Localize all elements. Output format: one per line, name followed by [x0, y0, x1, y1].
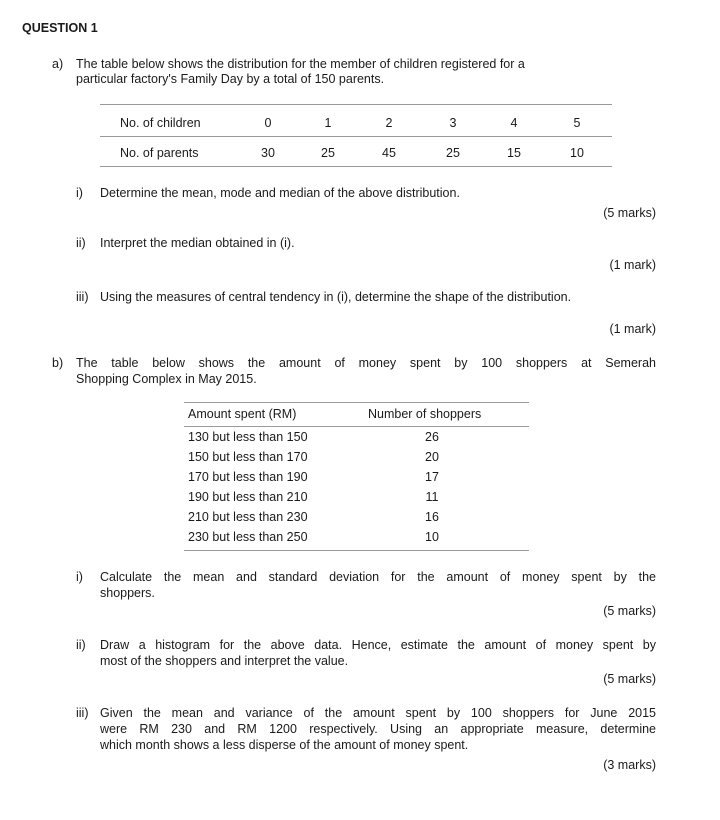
part-b-iii-marks: (3 marks)	[603, 758, 656, 772]
part-a-i-text: Determine the mean, mode and median of the above distribution.	[100, 186, 460, 200]
part-b-label: b)	[52, 356, 64, 370]
table-cell: 2	[385, 116, 393, 130]
table-rule-top	[184, 402, 529, 403]
table-cell: 10	[425, 530, 439, 544]
table-cell: 170 but less than 190	[188, 470, 308, 484]
table-cell: 26	[425, 430, 439, 444]
part-b-ii-label: ii)	[76, 638, 86, 652]
part-a-iii-text: Using the measures of central tendency in (i), determine the shape of the distribution.	[100, 290, 572, 304]
part-b-iii-label: iii)	[76, 706, 89, 720]
part-b-iii-line1: Given the mean and variance of the amount spent by 100 shoppers for June 2015	[100, 706, 656, 720]
table-rule-top	[100, 104, 612, 105]
part-a-iii-label: iii)	[76, 290, 89, 304]
table-cell: 4	[510, 116, 518, 130]
part-a-ii-marks: (1 mark)	[609, 258, 656, 272]
table-cell: 130 but less than 150	[188, 430, 308, 444]
table-row-header-parents: No. of parents	[120, 146, 199, 160]
part-b-iii-line3: which month shows a less disperse of the amount of money spent.	[100, 738, 469, 752]
table-cell: 210 but less than 230	[188, 510, 308, 524]
table-cell: 17	[425, 470, 439, 484]
table-rule-bottom	[184, 550, 529, 551]
table-cell: 1	[324, 116, 332, 130]
part-b-iii-line2: were RM 230 and RM 1200 respectively. Using an appropriate measure, determine	[100, 722, 656, 736]
part-a-label: a)	[52, 57, 64, 71]
table-cell: 45	[382, 146, 396, 160]
table-cell: 5	[573, 116, 581, 130]
table-row	[184, 430, 529, 450]
table-rule-header	[184, 426, 529, 427]
table-header-row	[184, 407, 529, 427]
part-b-i-line1: Calculate the mean and standard deviation for the amount of money spent by the	[100, 570, 656, 584]
table-cell: 30	[261, 146, 275, 160]
table-cell: 16	[425, 510, 439, 524]
part-a-ii-text: Interpret the median obtained in (i).	[100, 236, 295, 250]
part-a-iii-marks: (1 mark)	[609, 322, 656, 336]
part-b-i-label: i)	[76, 570, 83, 584]
table-cell: 20	[425, 450, 439, 464]
table-row	[184, 450, 529, 470]
table-row	[184, 530, 529, 550]
table-row-header-children: No. of children	[120, 116, 201, 130]
table-cell: 0	[264, 116, 272, 130]
column-header-shoppers: Number of shoppers	[368, 407, 482, 421]
table-cell: 190 but less than 210	[188, 490, 308, 504]
table-cell: 230 but less than 250	[188, 530, 308, 544]
table-cell: 150 but less than 170	[188, 450, 308, 464]
part-a-intro-line1: The table below shows the distribution for the member of children registered for a	[76, 57, 525, 71]
part-b-i-line2: shoppers.	[100, 586, 155, 600]
table-row	[184, 490, 529, 510]
table-cell: 25	[446, 146, 460, 160]
table-row	[184, 510, 529, 530]
part-b-intro-line1: The table below shows the amount of money spent by 100 shoppers at Semerah	[76, 356, 656, 370]
table-cell: 11	[425, 490, 439, 504]
table-cell: 10	[570, 146, 584, 160]
part-a-i-label: i)	[76, 186, 83, 200]
table-rule-bottom	[100, 166, 612, 167]
table-row	[184, 470, 529, 490]
table-cell: 3	[449, 116, 457, 130]
part-b-ii-marks: (5 marks)	[603, 672, 656, 686]
part-a-i-marks: (5 marks)	[603, 206, 656, 220]
part-b-i-marks: (5 marks)	[603, 604, 656, 618]
column-header-amount: Amount spent (RM)	[188, 407, 297, 421]
part-a-intro-line2: particular factory's Family Day by a total of 150 parents.	[76, 72, 385, 86]
table-cell: 15	[507, 146, 521, 160]
table-rule-middle	[100, 136, 612, 137]
part-b-intro-line2: Shopping Complex in May 2015.	[76, 372, 257, 386]
table-cell: 25	[321, 146, 335, 160]
question-title: QUESTION 1	[22, 21, 98, 35]
part-b-ii-line2: most of the shoppers and interpret the value.	[100, 654, 349, 668]
part-a-ii-label: ii)	[76, 236, 86, 250]
part-b-ii-line1: Draw a histogram for the above data. Hence, estimate the amount of money spent by	[100, 638, 656, 652]
